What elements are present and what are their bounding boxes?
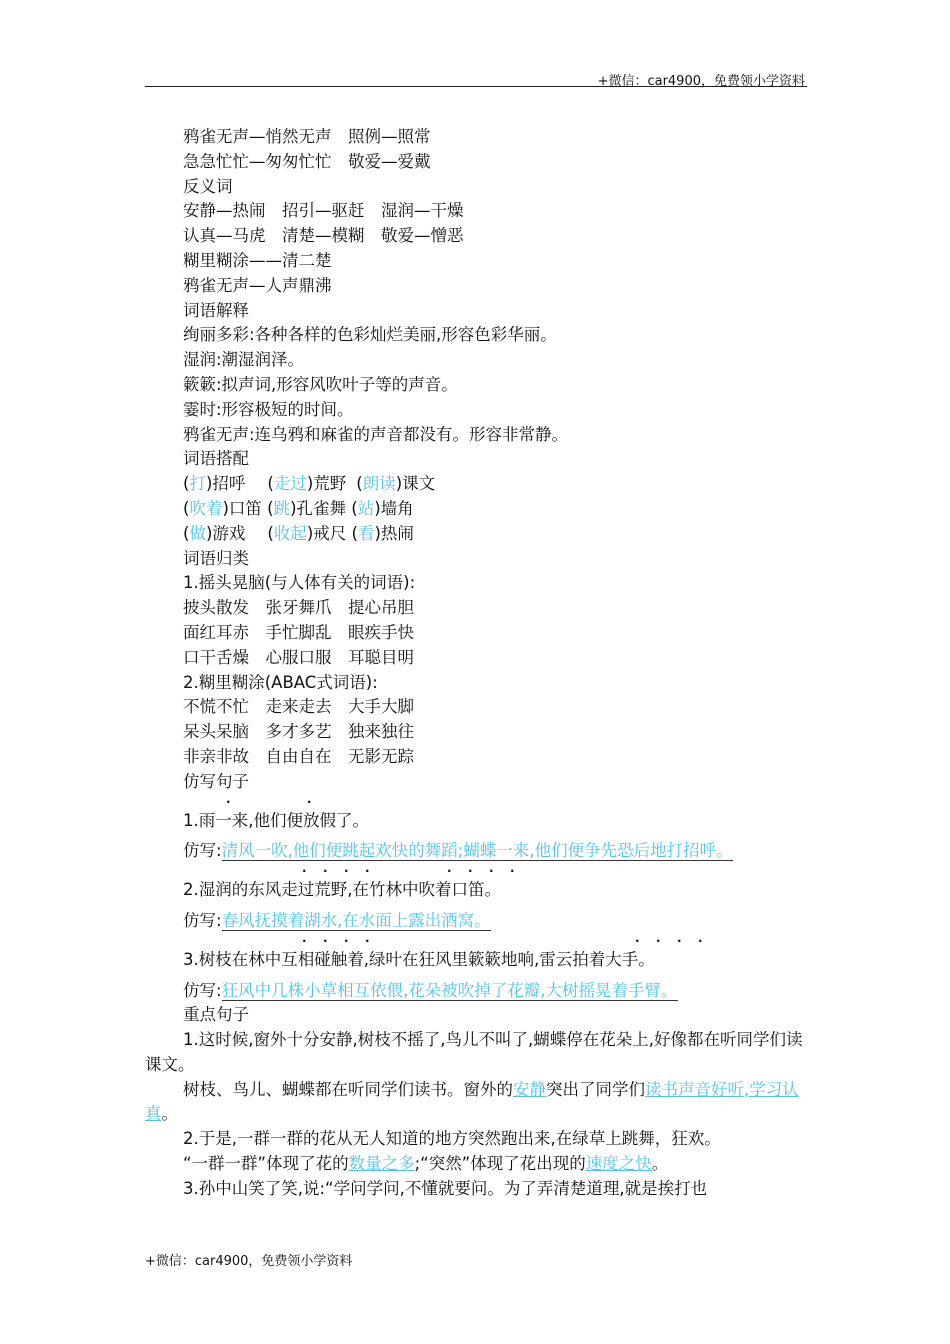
collocation-answer: 收起	[273, 523, 307, 543]
collocation-answer: 跳	[273, 498, 291, 518]
antonym-row: 安静—热闹 招引—驱赶 湿润—干燥	[183, 201, 464, 221]
antonym-row: 认真—马虎 清楚—模糊 敬爱—憎恶	[183, 226, 464, 246]
analysis-answer: 安静	[513, 1079, 546, 1099]
collocation-word: 口笛	[228, 498, 262, 518]
key-sentence: 2.于是,一群一群的花从无人知道的地方突然跑出来,在绿草上跳舞，狂欢。	[183, 1129, 721, 1149]
collocation-word: 热闹	[380, 523, 414, 543]
synonym-row: 鸦雀无声—悄然无声 照例—照常	[183, 127, 431, 146]
word-group-row: 披头散发 张牙舞爪 提心吊胆	[183, 598, 414, 618]
page-header: +微信：car4900，免费领小学资料	[597, 74, 805, 89]
collocation-word: 戒尺	[313, 523, 347, 543]
analysis-answer: 读书声音好听,学习认真	[145, 1079, 799, 1124]
collocation-row: (吹着)口笛 (跳)孔雀舞 (站)墙角	[183, 498, 414, 518]
collocation-answer: 朗读	[362, 474, 396, 494]
analysis-text: 。	[161, 1104, 178, 1124]
word-group-row: 非亲非故 自由自在 无影无踪	[183, 746, 414, 766]
imitation-label: 仿写:	[183, 980, 222, 1000]
imitation-answer-line	[145, 839, 807, 864]
collocation-answer: 走过	[273, 474, 307, 494]
group-title: 1.摇头晃脑(与人体有关的词语):	[183, 573, 416, 593]
analysis-text: 。	[651, 1154, 669, 1174]
word-group-row: 不慌不忙 走来走去 大手大脚	[183, 697, 414, 717]
header-rule	[145, 86, 807, 87]
antonym-row: 糊里糊涂——清二楚	[183, 250, 332, 270]
imitation-answer-line	[145, 979, 807, 1004]
analysis-text: 树枝、鸟儿、蝴蝶都在听同学们读书。窗外的	[183, 1079, 513, 1099]
explanation-item: 湿润:潮湿润泽。	[183, 350, 305, 370]
collocation-word: 荒野	[313, 474, 347, 494]
collocation-word: 课文	[402, 474, 436, 494]
emphasis-dots: · · · · · · · ·	[302, 864, 515, 879]
imitation-answer: 春风抚摸着湖水,在水面上露出酒窝。	[221, 910, 491, 930]
explanation-item: 绚丽多彩:各种各样的色彩灿烂美丽,形容色彩华丽。	[183, 325, 557, 345]
collocation-row: (做)游戏 (收起)戒尺 (看)热闹	[183, 523, 414, 543]
emphasis-dots: · ·	[226, 794, 312, 809]
collocation-word: 游戏	[212, 523, 246, 543]
imitation-answer: 狂风中几株小草相互依偎,花朵被吹掉了花瓣,大树摇晃着手臂。	[221, 980, 678, 1000]
analysis-text: “一群一群”体现了花的	[183, 1154, 349, 1174]
imitation-answer: 清风一吹,他们便跳起欢快的舞蹈;蝴蝶一来,他们便争先恐后地打招呼。	[221, 841, 733, 861]
explanation-item: 鸦雀无声:连乌鸦和麻雀的声音都没有。形容非常静。	[183, 424, 569, 444]
page-footer: +微信：car4900，免费领小学资料	[145, 1254, 353, 1269]
collocation-answer: 打	[189, 474, 206, 494]
document-body	[145, 125, 807, 1202]
explanation-item: 簌簌:拟声词,形容风吹叶子等的声音。	[183, 374, 458, 394]
analysis-answer: 数量之多	[348, 1154, 415, 1174]
classification-heading: 词语归类	[183, 548, 249, 568]
group-title: 2.糊里糊涂(ABAC式词语):	[183, 672, 378, 692]
analysis-text: ;“突然”体现了花出现的	[414, 1154, 586, 1174]
antonyms-heading: 反义词	[183, 176, 233, 196]
explanations-heading: 词语解释	[183, 300, 249, 320]
key-sentence-analysis	[145, 1152, 807, 1177]
model-sentence: 1.雨一来,他们便放假了。	[183, 810, 369, 830]
imitation-label: 仿写:	[183, 841, 222, 861]
collocation-word: 孔雀舞	[296, 498, 346, 518]
antonym-row: 鸦雀无声—人声鼎沸	[183, 275, 332, 295]
collocation-answer: 吹着	[189, 498, 223, 518]
word-group-row: 呆头呆脑 多才多艺 独来独往	[183, 722, 414, 742]
explanation-item: 霎时:形容极短的时间。	[183, 399, 354, 419]
collocation-answer: 看	[357, 523, 375, 543]
collocation-row: (打)招呼 (走过)荒野 (朗读)课文	[183, 474, 436, 494]
imitation-label: 仿写:	[183, 910, 222, 930]
word-group-row: 口干舌燥 心服口服 耳聪目明	[183, 647, 414, 667]
analysis-text: 突出了同学们	[546, 1079, 645, 1099]
key-sentence: 1.这时候,窗外十分安静,树枝不摇了,鸟儿不叫了,蝴蝶停在花朵上,好像都在听同学们读课文。	[145, 1030, 803, 1074]
emphasis-dots: · · · · · · · ·	[302, 933, 703, 948]
key-sentence-analysis	[145, 1078, 807, 1128]
collocation-word: 墙角	[380, 498, 414, 518]
imitation-answer-line	[145, 909, 807, 934]
collocation-heading: 词语搭配	[183, 449, 249, 469]
synonym-row: 急急忙忙—匆匆忙忙 敬爱—爱戴	[183, 151, 431, 171]
collocation-word: 招呼	[212, 474, 246, 494]
collocation-answer: 站	[357, 498, 375, 518]
analysis-answer: 速度之快	[585, 1154, 652, 1174]
key-sentence: 3.孙中山笑了笑,说:“学问学问,不懂就要问。为了弄清楚道理,就是挨打也	[183, 1178, 708, 1198]
key-sentences-heading: 重点句子	[183, 1005, 249, 1025]
model-sentence: 2.湿润的东风走过荒野,在竹林中吹着口笛。	[183, 880, 501, 900]
model-sentence: 3.树枝在林中互相碰触着,绿叶在狂风里簌簌地响,雷云拍着大手。	[183, 949, 655, 969]
imitation-heading: 仿写句子	[183, 771, 249, 791]
collocation-answer: 做	[189, 523, 206, 543]
word-group-row: 面红耳赤 手忙脚乱 眼疾手快	[183, 622, 414, 642]
